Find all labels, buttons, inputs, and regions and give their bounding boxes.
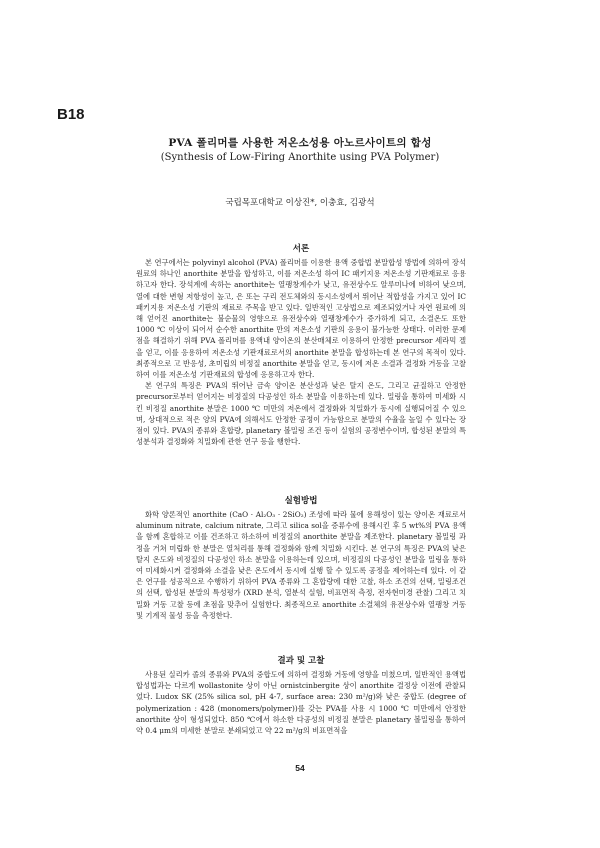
author-line: 국립목포대학교 이상진*, 이충효, 김광석 — [225, 198, 375, 208]
paper-title-english: (Synthesis of Low-Firing Anorthite using PVA Polymer) — [160, 152, 440, 163]
section-heading: 실험방법 — [284, 496, 318, 506]
section-methods — [136, 494, 466, 621]
body-paragraph: 사용된 실리카 졸의 종류와 PVA의 중합도에 의하여 결정화 거동에 영향을 미쳤으며, 일반적인 용액법합성법과는 다르게 wollastonite 상이 아닌 ornistcinbergite 상이 anorthite 결정상 이전에 관찰되었다. Ludox SK (25% silica sol, pH 4-7, surface area: 230 m²/g)와 낮은 중합도 (degree of polymerization : 428 (monomers/polymer))를 갖는 PVA를 사용 시 1000 ℃ 미만에서 안정한 anorthite 상이 형성되었다. 850 ℃에서 하소한 다공성의 비정질 분말은 planetary 볼밀링을 통하여 약 0.4 μm의 미세한 분말로 분쇄되었고 약 22 m²/g의 비표면적을 — [136, 670, 466, 736]
body-paragraph: 본 연구의 특징은 PVA의 뛰어난 금속 양이온 분산성과 낮은 탈지 온도, 그리고 균질하고 안정한 precursor로부터 얻어지는 비정질의 다공성인 하소 분말을 이용하는데 있다. 밀링을 통하여 미세화 시킨 비정질 anorthite 분말은 1000 ℃ 미만의 저온에서 결정화와 치밀화가 동시에 실행되어질 수 있으며, 상대적으로 적은 양의 PVA에 의해서도 안정한 공정이 가능함으로 분말의 수율을 높일 수 있다는 장점이 있다. PVA의 종류와 혼합량, planetary 볼밀링 조건 등이 실험의 공정변수이며, 합성된 분말의 특성분석과 결정화와 치밀화에 관한 연구 등을 행한다. — [136, 381, 466, 447]
body-paragraph: 본 연구에서는 polyvinyl alcohol (PVA) 폴리머를 이용한 용액 중합법 분말합성 방법에 의하여 장석 원료의 하나인 anorthite 분말을 합성하고, 이를 저온소성 하여 IC 패키지용 저온소성 기판재료로 응용하고자 한다. 장석계에 속하는 anorthite는 열팽창계수가 낮고, 유전상수도 알루미나에 비하여 낮으며, 열에 대한 변형 저항성이 높고, 은 또는 구리 전도체와의 동시소성에서 뛰어난 적합성을 가지고 있어 IC 패키지용 저온소성 기판의 재료로 주목을 받고 있다. 일반적인 고상법으로 제조되었거나 자연 원료에 의해 얻어진 anorthite는 불순물의 영향으로 유전상수와 열팽창계수가 증가하게 되고, 소결온도 또한 1000 ℃ 이상이 되어서 순수한 anorthite 만의 저온소성 기판의 응용이 불가능한 상태다. 이러한 문제점을 해결하기 위해 PVA 폴리머를 용액내 양이온의 분산매체로 이용하여 안정한 precursor 세라믹 겔을 얻고, 이를 응용하여 저온소성 기판재료로서의 anorthite 분말을 합성하는데 본 연구의 목적이 있다. 최종적으로 고 반응성, 초미립의 비정질 anorthite 분말을 얻고, 동시에 저온 소결과 결정화 거동을 고찰하여 이를 저온소성 기판재료의 합성에 응용하고자 한다. — [136, 258, 466, 380]
section-introduction — [136, 242, 466, 447]
section-heading: 결과 및 고찰 — [277, 656, 325, 666]
page-number: 54 — [295, 763, 305, 773]
paper-title-korean: PVA 폴리머를 사용한 저온소성용 아노르사이트의 합성 — [168, 137, 432, 149]
body-paragraph: 화학 양론적인 anorthite (CaO · Al₂O₃ · 2SiO₂) 조성에 따라 물에 용해성이 있는 양이온 재료로서 aluminum nitrate, calcium nitrate, 그리고 silica sol을 증류수에 용해시킨 후 5 wt%의 PVA 용액을 함께 혼합하고 이를 건조하고 하소하여 비정질의 anorthite 분말을 제조한다. planetary 볼밀링 과정을 거쳐 미립화 한 분말은 열처리를 통해 결정화와 함께 치밀화 시킨다. 본 연구의 특징은 PVA의 낮은 탈지 온도와 비정질의 다공성인 하소 분말을 이용하는데 있으며, 비정질의 다공성인 분말을 밀링을 통하여 미세화시켜 결정화와 소결을 낮은 온도에서 동시에 실행 할 수 있도록 공정을 제어하는데 있다. 이 같은 연구를 성공적으로 수행하기 위하여 PVA 종류와 그 혼합량에 대한 고찰, 하소 조건의 선택, 밀링조건의 선택, 합성된 분말의 특성평가 (XRD 분석, 열분석 실험, 비표면적 측정, 전자현미경 관찰) 그리고 치밀화 거동 고찰 등에 초점을 맞추어 실험한다. 최종적으로 anorthite 소결체의 유전상수와 열팽창 거동 및 기계적 물성 등을 측정한다. — [136, 510, 466, 620]
section-heading: 서론 — [292, 244, 310, 254]
section-results — [136, 654, 466, 736]
abstract-code: B18 — [57, 106, 85, 123]
